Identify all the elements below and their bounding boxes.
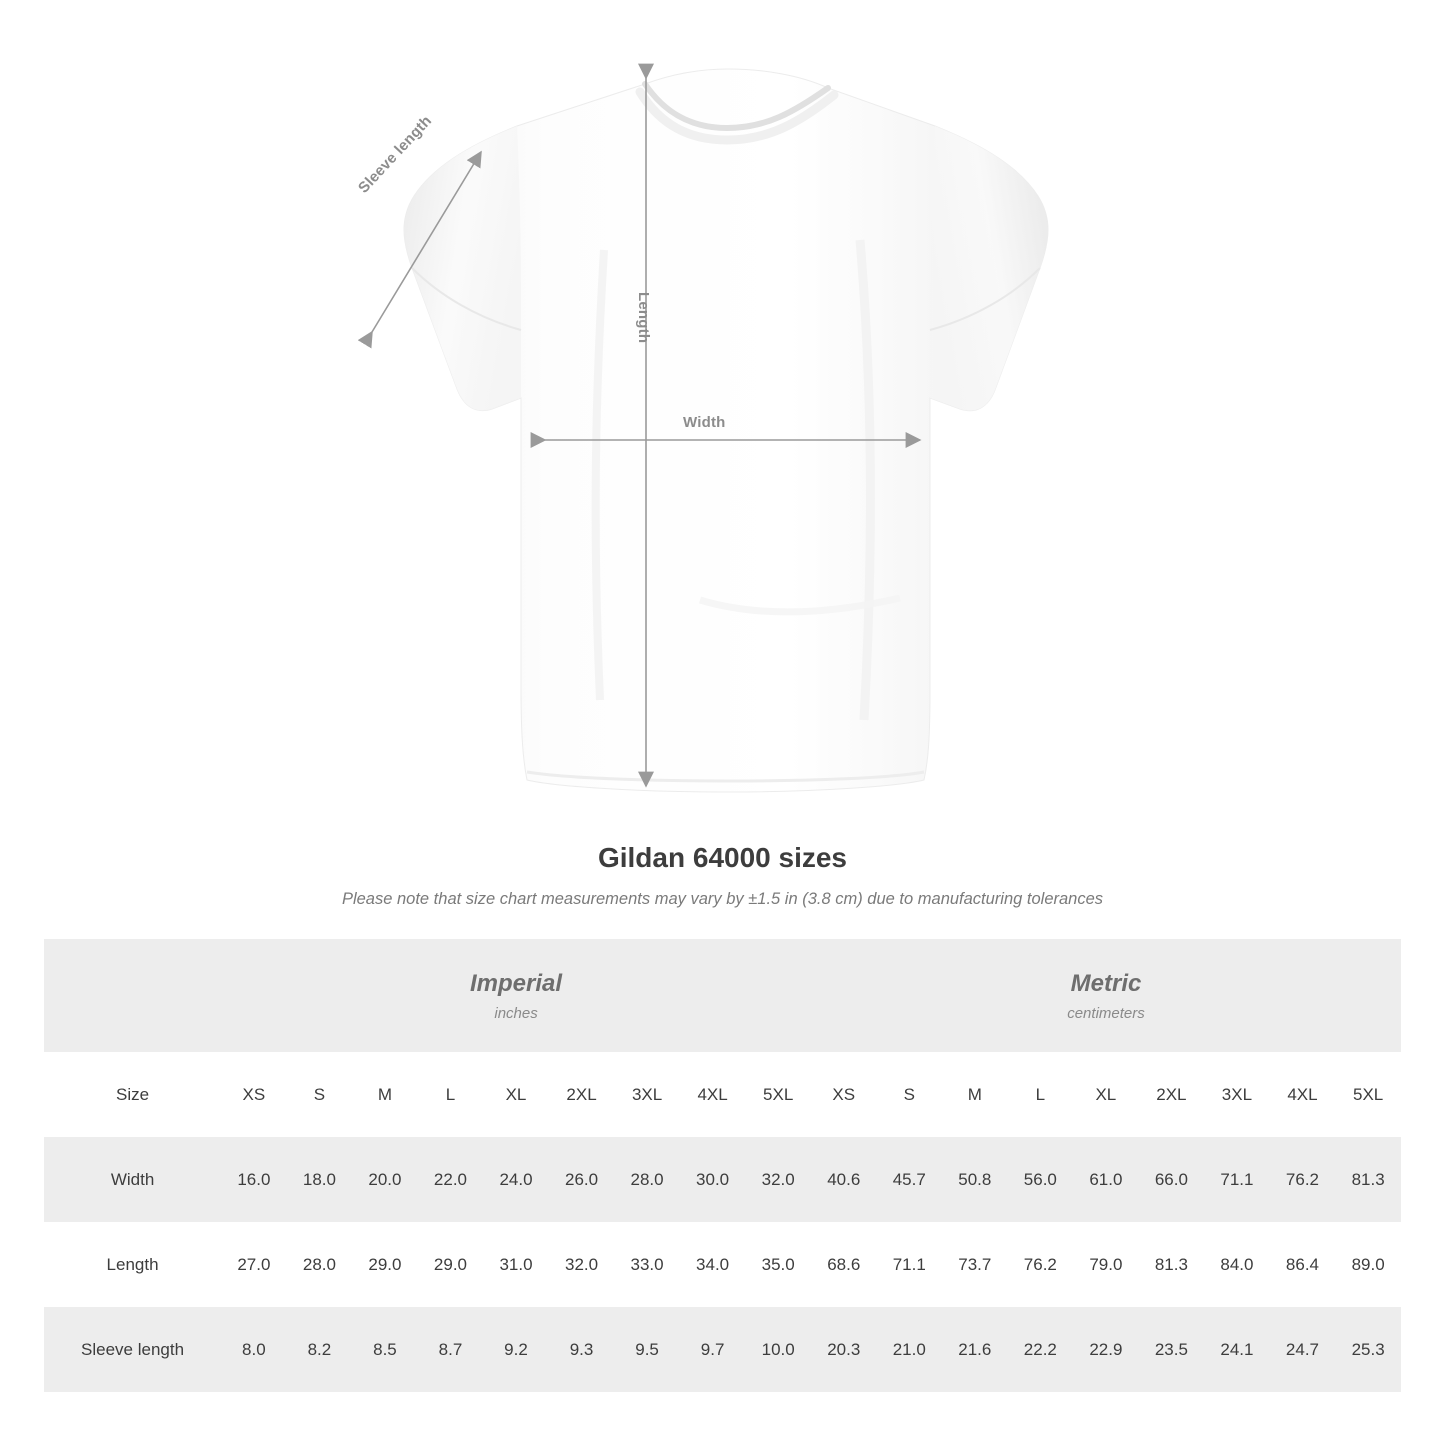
size-col-s-imperial: S <box>287 1052 353 1137</box>
cell-width-m-cm: 50.8 <box>942 1137 1008 1222</box>
sleeve-length-label: Sleeve length <box>355 112 436 197</box>
row-label-width: Width <box>44 1137 221 1222</box>
cell-sleeve-xl-cm: 22.9 <box>1073 1307 1139 1392</box>
cell-length-2xl-cm: 81.3 <box>1139 1222 1205 1307</box>
size-col-xl-imperial: XL <box>483 1052 549 1137</box>
cell-width-l-in: 22.0 <box>418 1137 484 1222</box>
size-col-4xl-metric: 4XL <box>1270 1052 1336 1137</box>
size-col-5xl-imperial: 5XL <box>745 1052 811 1137</box>
cell-width-xl-cm: 61.0 <box>1073 1137 1139 1222</box>
cell-sleeve-3xl-cm: 24.1 <box>1204 1307 1270 1392</box>
length-label: Length <box>635 292 652 344</box>
size-col-l-imperial: L <box>418 1052 484 1137</box>
cell-width-3xl-cm: 71.1 <box>1204 1137 1270 1222</box>
size-chart-table <box>44 939 1401 1392</box>
cell-sleeve-4xl-cm: 24.7 <box>1270 1307 1336 1392</box>
cell-length-3xl-in: 33.0 <box>614 1222 680 1307</box>
size-col-m-imperial: M <box>352 1052 418 1137</box>
cell-width-2xl-cm: 66.0 <box>1139 1137 1205 1222</box>
cell-length-2xl-in: 32.0 <box>549 1222 615 1307</box>
tshirt-shape <box>404 69 1048 792</box>
size-col-l-metric: L <box>1008 1052 1074 1137</box>
cell-sleeve-3xl-in: 9.5 <box>614 1307 680 1392</box>
cell-length-xs-in: 27.0 <box>221 1222 287 1307</box>
cell-width-4xl-cm: 76.2 <box>1270 1137 1336 1222</box>
unit-system-row <box>44 939 1401 1052</box>
cell-width-m-in: 20.0 <box>352 1137 418 1222</box>
cell-width-5xl-in: 32.0 <box>745 1137 811 1222</box>
cell-length-xs-cm: 68.6 <box>811 1222 877 1307</box>
cell-sleeve-5xl-cm: 25.3 <box>1335 1307 1401 1392</box>
tolerance-note: Please note that size chart measurements may vary by ±1.5 in (3.8 cm) due to manufacturing tolerances <box>341 890 1104 908</box>
cell-width-l-cm: 56.0 <box>1008 1137 1074 1222</box>
cell-width-3xl-in: 28.0 <box>614 1137 680 1222</box>
cell-length-xl-in: 31.0 <box>483 1222 549 1307</box>
cell-width-s-cm: 45.7 <box>877 1137 943 1222</box>
cell-sleeve-s-in: 8.2 <box>287 1307 353 1392</box>
size-col-s-metric: S <box>877 1052 943 1137</box>
cell-length-5xl-in: 35.0 <box>745 1222 811 1307</box>
cell-length-l-in: 29.0 <box>418 1222 484 1307</box>
size-col-xl-metric: XL <box>1073 1052 1139 1137</box>
cell-length-4xl-cm: 86.4 <box>1270 1222 1336 1307</box>
cell-sleeve-4xl-in: 9.7 <box>680 1307 746 1392</box>
cell-sleeve-xs-in: 8.0 <box>221 1307 287 1392</box>
cell-sleeve-l-in: 8.7 <box>418 1307 484 1392</box>
size-col-xs-metric: XS <box>811 1052 877 1137</box>
cell-sleeve-m-in: 8.5 <box>352 1307 418 1392</box>
cell-sleeve-xs-cm: 20.3 <box>811 1307 877 1392</box>
size-col-4xl-imperial: 4XL <box>680 1052 746 1137</box>
cell-width-2xl-in: 26.0 <box>549 1137 615 1222</box>
cell-length-s-cm: 71.1 <box>877 1222 943 1307</box>
cell-width-xs-in: 16.0 <box>221 1137 287 1222</box>
metric-unit-label: centimeters <box>1067 1005 1145 1022</box>
imperial-unit-label: inches <box>494 1005 538 1022</box>
cell-length-5xl-cm: 89.0 <box>1335 1222 1401 1307</box>
row-label-sleeve-length: Sleeve length <box>44 1307 221 1392</box>
width-label: Width <box>683 414 726 431</box>
cell-length-3xl-cm: 84.0 <box>1204 1222 1270 1307</box>
size-col-5xl-metric: 5XL <box>1335 1052 1401 1137</box>
size-col-2xl-metric: 2XL <box>1139 1052 1205 1137</box>
size-table-wrapper <box>44 939 1401 1392</box>
cell-width-xs-cm: 40.6 <box>811 1137 877 1222</box>
cell-length-s-in: 28.0 <box>287 1222 353 1307</box>
cell-sleeve-2xl-in: 9.3 <box>549 1307 615 1392</box>
table-row <box>44 1222 1401 1307</box>
size-col-3xl-imperial: 3XL <box>614 1052 680 1137</box>
size-col-2xl-imperial: 2XL <box>549 1052 615 1137</box>
cell-length-m-cm: 73.7 <box>942 1222 1008 1307</box>
cell-sleeve-2xl-cm: 23.5 <box>1139 1307 1205 1392</box>
imperial-group-header <box>221 939 811 1052</box>
metric-system-label: Metric <box>1070 970 1142 997</box>
page-title: Gildan 64000 sizes <box>597 842 848 873</box>
cell-sleeve-s-cm: 21.0 <box>877 1307 943 1392</box>
title-block <box>0 842 1445 909</box>
cell-length-m-in: 29.0 <box>352 1222 418 1307</box>
row-label-length: Length <box>44 1222 221 1307</box>
unit-spacer-cell <box>44 939 221 1052</box>
table-row <box>44 1307 1401 1392</box>
cell-length-l-cm: 76.2 <box>1008 1222 1074 1307</box>
cell-width-xl-in: 24.0 <box>483 1137 549 1222</box>
cell-sleeve-xl-in: 9.2 <box>483 1307 549 1392</box>
size-col-xs-imperial: XS <box>221 1052 287 1137</box>
imperial-system-label: Imperial <box>470 970 563 997</box>
row-header-size: Size <box>44 1052 221 1137</box>
cell-sleeve-m-cm: 21.6 <box>942 1307 1008 1392</box>
cell-width-5xl-cm: 81.3 <box>1335 1137 1401 1222</box>
metric-group-header <box>811 939 1401 1052</box>
cell-length-xl-cm: 79.0 <box>1073 1222 1139 1307</box>
cell-sleeve-l-cm: 22.2 <box>1008 1307 1074 1392</box>
cell-sleeve-5xl-in: 10.0 <box>745 1307 811 1392</box>
cell-width-4xl-in: 30.0 <box>680 1137 746 1222</box>
table-row <box>44 1137 1401 1222</box>
cell-length-4xl-in: 34.0 <box>680 1222 746 1307</box>
size-col-3xl-metric: 3XL <box>1204 1052 1270 1137</box>
size-header-row <box>44 1052 1401 1137</box>
cell-width-s-in: 18.0 <box>287 1137 353 1222</box>
size-col-m-metric: M <box>942 1052 1008 1137</box>
